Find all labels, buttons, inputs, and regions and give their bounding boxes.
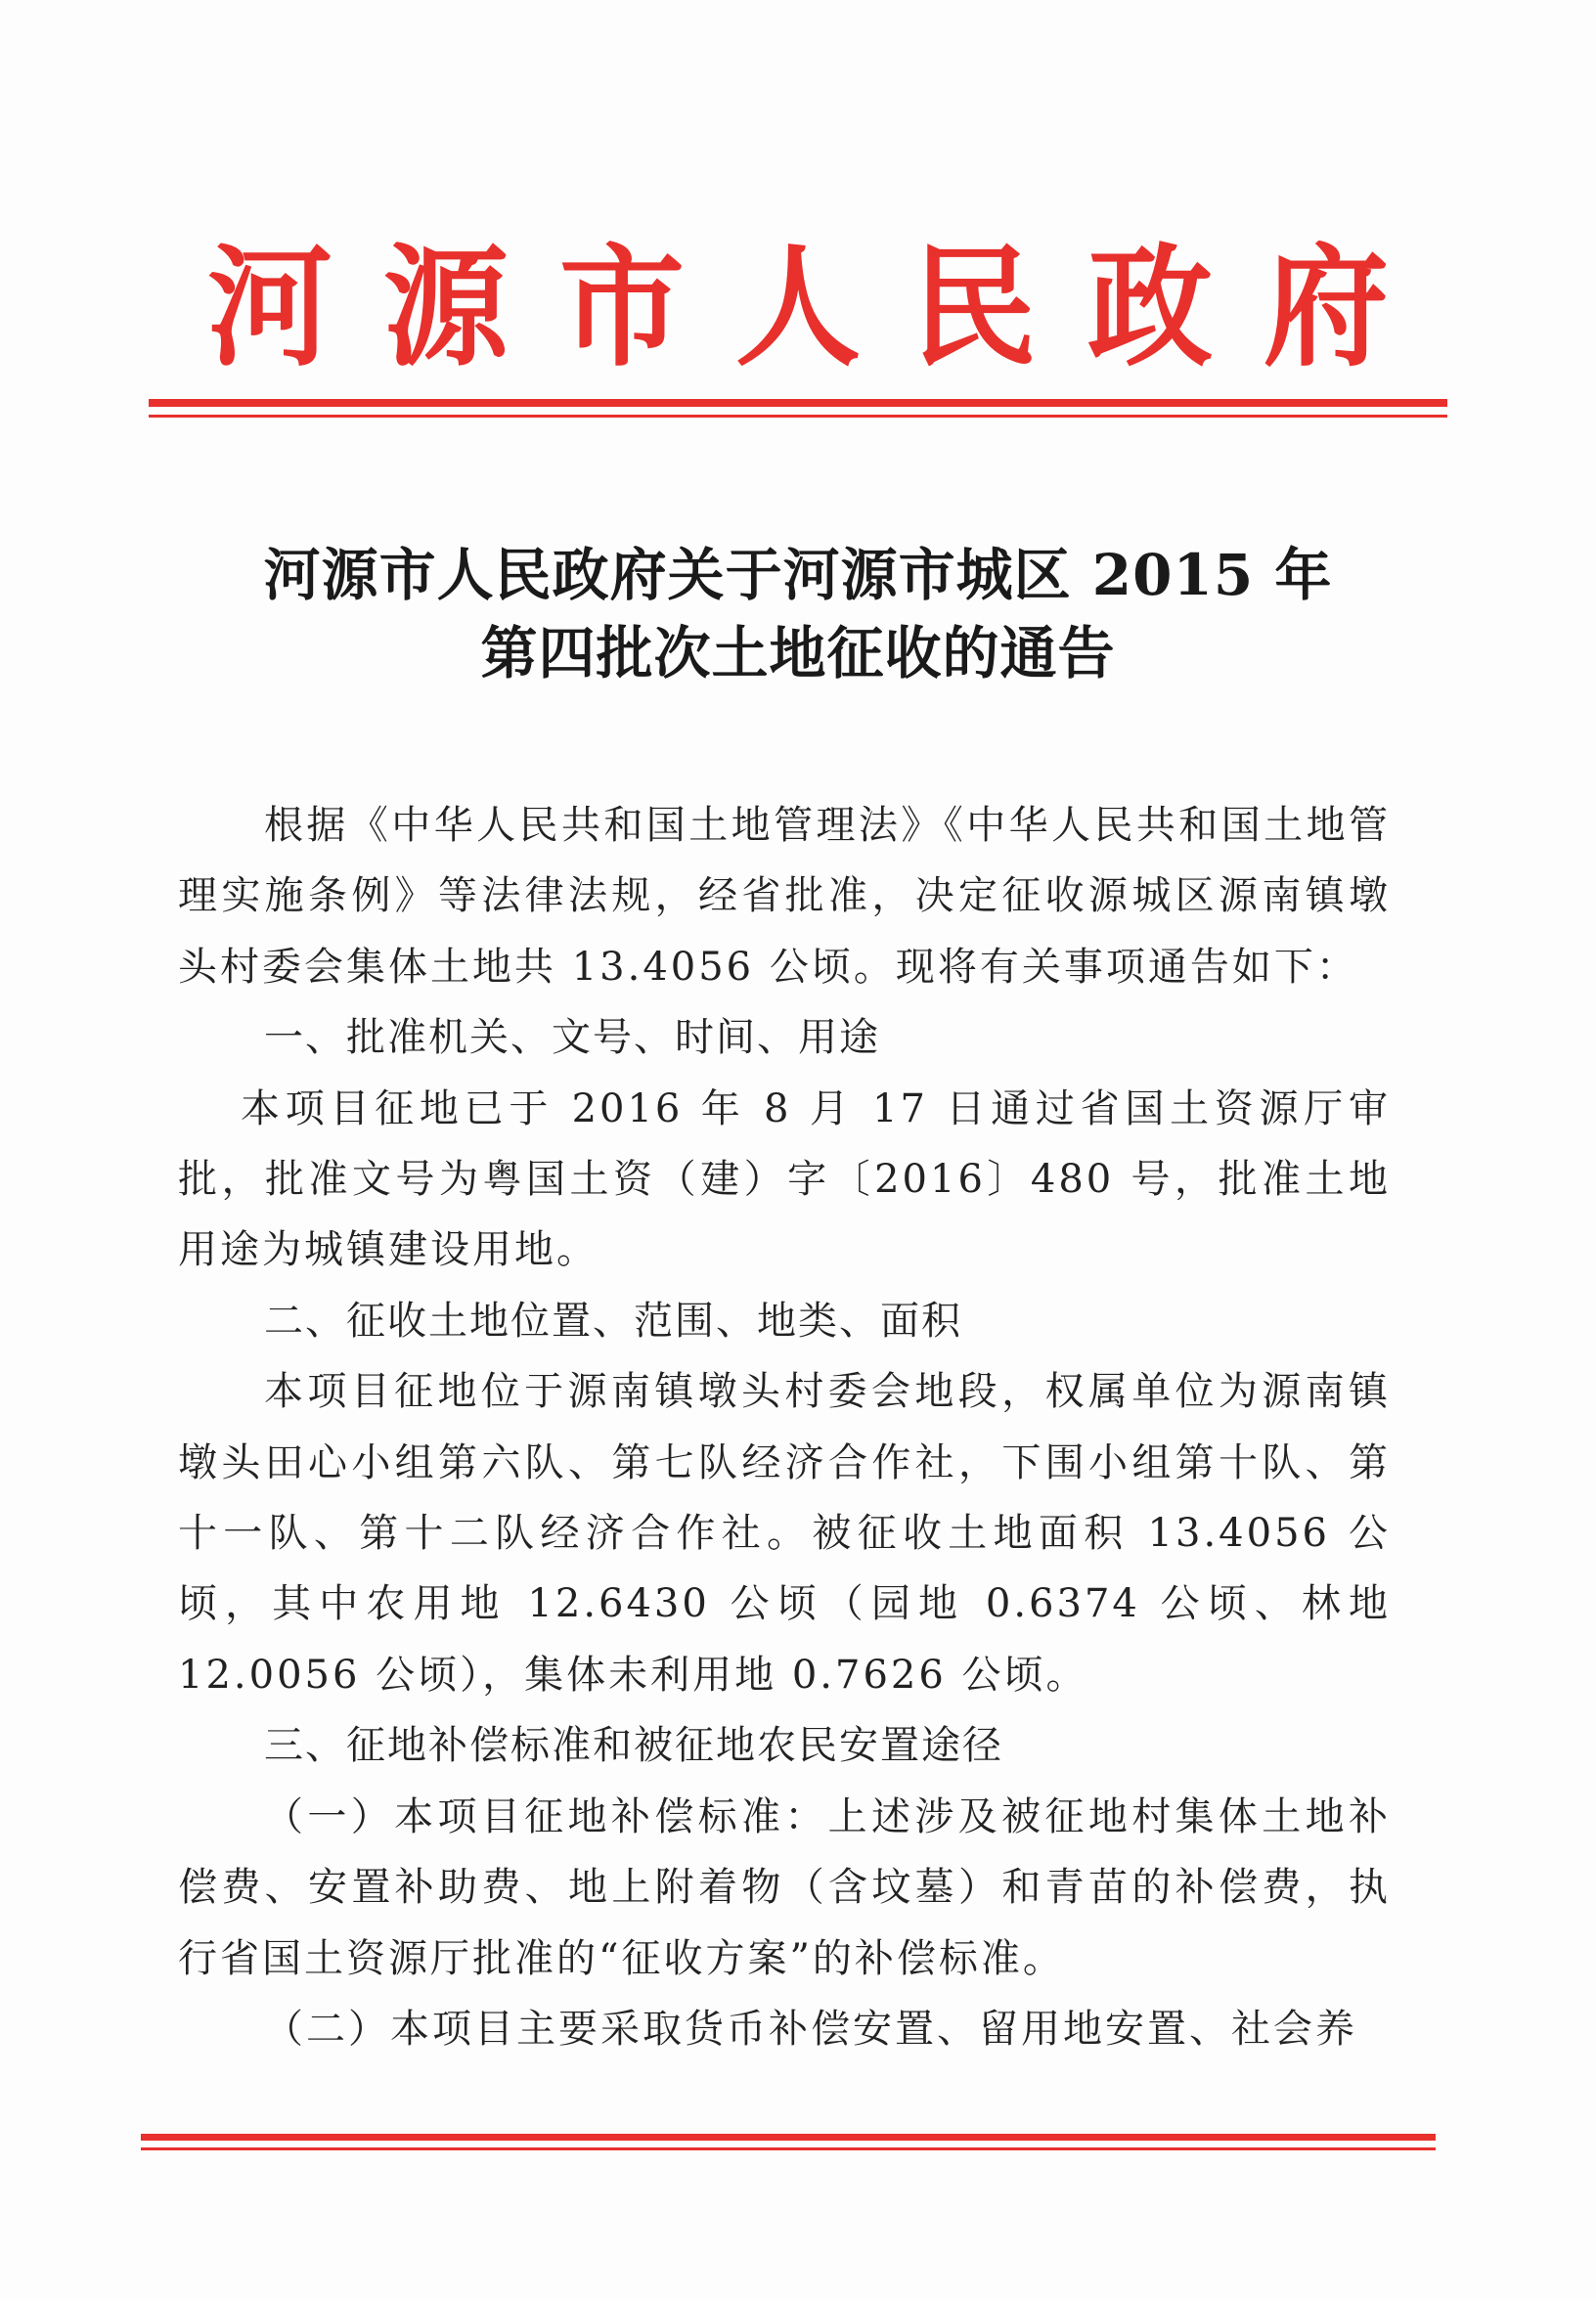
- document-body: [178, 790, 1391, 2064]
- title-line-2: 第四批次土地征收的通告: [480, 620, 1116, 686]
- section-3-item-2: （二）本项目主要采取货币补偿安置、留用地安置、社会养: [264, 2006, 1357, 2052]
- section-heading-2: 二、征收土地位置、范围、地类、面积: [264, 1298, 962, 1344]
- title-line-1: 河源市人民政府关于河源市城区 2015 年: [263, 542, 1333, 608]
- masthead-char: 市: [558, 231, 685, 385]
- masthead-char: 政: [1086, 231, 1213, 385]
- section-heading-1: 一、批准机关、文号、时间、用途: [264, 1015, 880, 1061]
- masthead-char: 源: [382, 231, 509, 385]
- section-heading-3: 三、征地补偿标准和被征地农民安置途径: [264, 1723, 1003, 1769]
- masthead-char: 民: [910, 231, 1037, 385]
- footer-divider-thin: [141, 2147, 1436, 2150]
- footer-divider-thick: [141, 2134, 1436, 2141]
- section-3-item-1: （一）本项目征地补偿标准：上述涉及被征地村集体土地补偿费、安置补助费、地上附着物（含坟墓）和青苗的补偿费，执行省国土资源厅批准的“征收方案”的补偿标准。: [178, 1793, 1391, 1981]
- masthead-title: [182, 231, 1414, 385]
- masthead-char: 人: [734, 231, 861, 385]
- document-title: [0, 536, 1596, 692]
- section-2-paragraph: 本项目征地位于源南镇墩头村委会地段，权属单位为源南镇墩头田心小组第六队、第七队经济合作社，下围小组第十队、第十一队、第十二队经济合作社。被征收土地面积 13.4056 公顷，其中农用地 12.6430 公顷（园地 0.6374 公顷、林地 12.0056 公顷），集体未利用地 0.7626 公顷。: [178, 1369, 1391, 1698]
- section-1-paragraph: 本项目征地已于 2016 年 8 月 17 日通过省国土资源厅审批，批准文号为粤国土资（建）字〔2016〕480 号，批准土地用途为城镇建设用地。: [178, 1085, 1391, 1273]
- masthead-divider-thick: [149, 399, 1447, 407]
- intro-paragraph: 根据《中华人民共和国土地管理法》《中华人民共和国土地管理实施条例》等法律法规，经省批准，决定征收源城区源南镇墩头村委会集体土地共 13.4056 公顷。现将有关事项通告如下：: [178, 803, 1391, 990]
- masthead-divider-thin: [149, 415, 1447, 418]
- masthead-char: 河: [206, 231, 332, 385]
- masthead-char: 府: [1263, 231, 1389, 385]
- masthead: [0, 231, 1596, 385]
